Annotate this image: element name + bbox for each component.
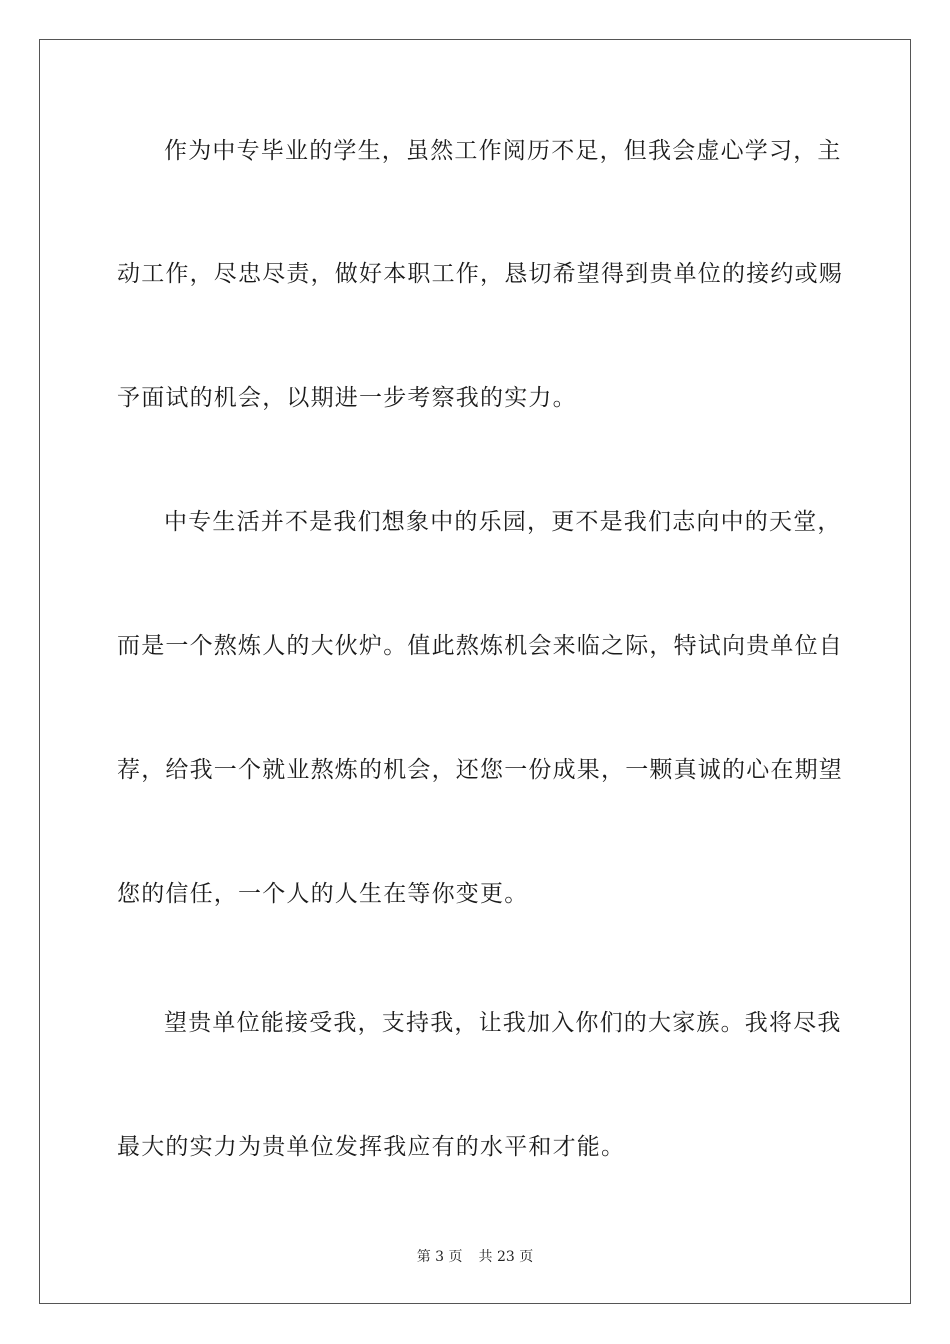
paragraph-2-line-3: 荐，给我一个就业熬炼的机会，还您一份成果，一颗真诚的心在期望: [117, 757, 843, 783]
paragraph-3-line-1: 望贵单位能接受我，支持我，让我加入你们的大家族。我将尽我: [164, 1010, 842, 1036]
paragraph-2-line-4: 您的信任，一个人的人生在等你变更。: [117, 881, 529, 907]
page-number: 第 3 页: [416, 1249, 463, 1265]
page-footer: [0, 1248, 950, 1266]
paragraph-2-line-2: 而是一个熬炼人的大伙炉。值此熬炼机会来临之际，特试向贵单位自: [117, 633, 843, 659]
total-pages: 共 23 页: [478, 1249, 534, 1265]
paragraph-1-line-2: 动工作，尽忠尽责，做好本职工作，恳切希望得到贵单位的接约或赐: [117, 261, 843, 287]
paragraph-2-line-1: 中专生活并不是我们想象中的乐园，更不是我们志向中的天堂，: [164, 509, 842, 535]
paragraph-3-line-2: 最大的实力为贵单位发挥我应有的水平和才能。: [117, 1134, 626, 1160]
paragraph-1-line-1: 作为中专毕业的学生，虽然工作阅历不足，但我会虚心学习，主: [164, 138, 842, 164]
paragraph-1-line-3: 予面试的机会，以期进一步考察我的实力。: [117, 385, 577, 411]
page-frame: [39, 39, 911, 1304]
